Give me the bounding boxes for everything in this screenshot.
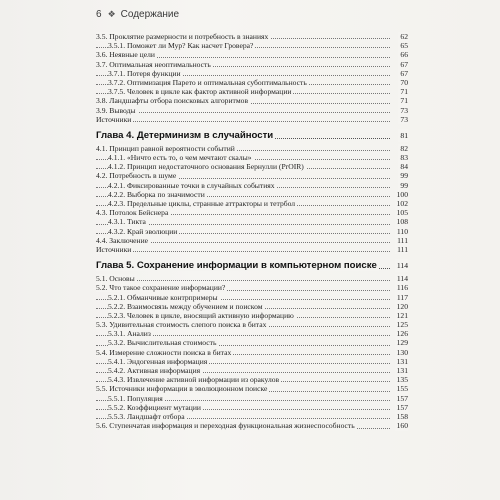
toc-entry (96, 217, 408, 226)
page-number: 135 (396, 375, 408, 385)
page-number: 65 (400, 41, 408, 51)
toc-entry (96, 394, 408, 403)
toc-entry (96, 60, 408, 69)
entry-title: 4.3. Потолок Бейснера (96, 208, 169, 218)
toc-entry (96, 302, 408, 311)
page-number: 125 (396, 320, 408, 330)
page-number: 108 (396, 217, 408, 227)
entry-title: 4.2.2. Выборка по значимости (108, 189, 205, 199)
toc-entry (96, 283, 408, 292)
toc-entry (96, 236, 408, 245)
dot-leader (96, 280, 390, 281)
entry-title: 5.3.1. Анализ (108, 329, 151, 339)
toc-entry (96, 384, 408, 393)
entry-title: 5.3. Удивительная стоимость слепого поиска в битах (96, 320, 267, 330)
entry-title: 4.4. Заключение (96, 235, 149, 245)
entry-title: 3.7. Оптимальная неоптимальность (96, 59, 211, 69)
page-number: 110 (396, 226, 408, 236)
page-number: 102 (396, 199, 408, 208)
entry-title: 4.2.1. Фиксированные точки в случайных событиях (108, 180, 275, 190)
entry-title: 3.5.1. Поможет ли Мур? Как насчет Гровера? (108, 41, 254, 51)
page-number: 100 (396, 189, 408, 199)
toc-chapter-heading (96, 129, 408, 142)
toc-entry (96, 338, 408, 347)
toc-entry (96, 144, 408, 153)
entry-title: 5.2.2. Взаимосвязь между обучением и поиском (108, 301, 263, 311)
page-number: 83 (400, 153, 408, 163)
page-number: 157 (396, 393, 408, 403)
toc-entry (96, 311, 408, 320)
page-number: 84 (400, 162, 408, 172)
page-number: 73 (400, 105, 408, 115)
toc-entry (96, 190, 408, 199)
page-number: 99 (400, 180, 408, 190)
entry-title: 5.6. Ступенчатая информация и переходная функциональная жизнеспособность (96, 421, 355, 431)
table-of-contents (96, 32, 408, 431)
entry-title: 3.7.5. Человек в цикле как фактор активной информации (108, 87, 292, 97)
entry-title: 4.1.1. «Ничто есть то, о чем мечтают скалы» (108, 153, 252, 163)
entry-title: Источники (96, 244, 132, 254)
page-number: 105 (396, 208, 408, 218)
toc-entry (96, 421, 408, 431)
toc-entry (96, 348, 408, 357)
toc-entry (96, 208, 408, 217)
page-number: 129 (396, 338, 408, 348)
page-number: 157 (396, 402, 408, 412)
toc-entry (96, 50, 408, 59)
toc-entry (96, 171, 408, 180)
page-number: 99 (400, 171, 408, 181)
entry-title: 3.8. Ландшафты отбора поисковых алгоритмов (96, 96, 249, 106)
entry-title: 3.7.1. Потеря функции (108, 68, 181, 78)
toc-entry (96, 293, 408, 302)
toc-entry (96, 357, 408, 366)
dot-leader (96, 251, 390, 252)
toc-entry (96, 227, 408, 236)
entry-title: 5.4.2. Активная информация (108, 366, 201, 375)
entry-title: 5.4. Измерение сложности поиска в битах (96, 347, 232, 357)
toc-entry (96, 32, 408, 41)
toc-entry (96, 181, 408, 190)
page-number: 114 (396, 274, 408, 284)
page-number: 126 (396, 329, 408, 339)
toc-entry (96, 199, 408, 208)
toc-entry (96, 106, 408, 115)
page-number: 62 (400, 32, 408, 41)
header-title: Содержание (120, 8, 180, 20)
page-number: 71 (400, 87, 408, 97)
toc-entry (96, 96, 408, 105)
page-number: 131 (396, 366, 408, 375)
page-number: 81 (400, 130, 408, 140)
page-number: 120 (396, 301, 408, 311)
entry-title: 3.5. Проклятие размерности и потребность в знаниях (96, 32, 269, 41)
entry-title: 5.1. Основы (96, 274, 135, 284)
page-number: 82 (400, 143, 408, 153)
page-number: 116 (396, 283, 408, 293)
entry-title: 5.5.3. Ландшафт отбора (108, 411, 185, 421)
page-number: 73 (400, 114, 408, 124)
entry-title: 5.4.1. Эндогенная информация (108, 356, 208, 366)
toc-entry (96, 245, 408, 254)
entry-title: 4.1.2. Принцип недостаточного основания Бернулли (PrOIR) (108, 162, 304, 172)
page-number: 114 (396, 261, 408, 271)
entry-title: 5.5. Источники информации в эволюционном поиске (96, 384, 268, 394)
toc-entry (96, 320, 408, 329)
entry-title: 5.2.1. Обманчивые контрпримеры (108, 292, 218, 302)
toc-entry (96, 69, 408, 78)
page-number: 111 (397, 235, 408, 245)
entry-title: 5.2. Что такое сохранение информации? (96, 283, 226, 293)
page-number: 130 (396, 347, 408, 357)
page-number: 117 (396, 292, 408, 302)
page-number: 67 (400, 59, 408, 69)
page-number: 66 (400, 50, 408, 60)
page-number: 158 (396, 411, 408, 421)
page-number: 121 (396, 310, 408, 320)
entry-title: 5.4.3. Извлечение активной информации из оракулов (108, 375, 280, 385)
toc-entry (96, 78, 408, 87)
toc-entry (96, 115, 408, 124)
toc-entry (96, 274, 408, 283)
chapter-title: Глава 4. Детерминизм в случайности (96, 129, 274, 141)
page-number: 70 (400, 77, 408, 87)
page-number: 155 (396, 384, 408, 394)
dot-leader (96, 121, 390, 122)
page-number: 160 (396, 421, 408, 431)
entry-title: 4.3.2. Край эволюции (108, 226, 178, 236)
entry-title: 3.9. Выводы (96, 105, 136, 115)
running-header (96, 6, 179, 22)
toc-entry (96, 403, 408, 412)
toc-entry (96, 41, 408, 50)
page-number: 111 (397, 244, 408, 254)
entry-title: 3.6. Неявные цели (96, 50, 155, 60)
toc-entry (96, 412, 408, 421)
toc-chapter-heading (96, 259, 408, 272)
chapter-title: Глава 5. Сохранение информации в компьютерном поиске (96, 260, 377, 272)
page-number: 131 (396, 356, 408, 366)
page-number: 67 (400, 68, 408, 78)
entry-title: 5.5.2. Коэффициент мутации (108, 402, 201, 412)
toc-entry (96, 87, 408, 96)
header-page-number: 6 (96, 8, 102, 20)
diamond-ornament-icon: ❖ (107, 8, 116, 19)
toc-entry (96, 375, 408, 384)
entry-title: 4.2. Потребность в шуме (96, 171, 177, 181)
entry-title: 4.3.1. Тикта (108, 217, 146, 227)
entry-title: 3.7.2. Оптимизация Парето и оптимальная субоптимальность (108, 77, 307, 87)
dot-leader (96, 112, 390, 113)
entry-title: 5.5.1. Популяция (108, 393, 163, 403)
entry-title: 5.2.3. Человек в цикле, вносящий активную информацию (108, 310, 294, 320)
page-number: 71 (400, 96, 408, 106)
entry-title: 5.3.2. Вычислительная стоимость (108, 338, 217, 348)
toc-entry (96, 366, 408, 375)
entry-title: 4.1. Принцип равной вероятности событий (96, 143, 235, 153)
entry-title: 4.2.3. Предельные циклы, странные аттракторы и тетрбол (108, 199, 296, 208)
entry-title: Источники (96, 114, 132, 124)
toc-entry (96, 153, 408, 162)
